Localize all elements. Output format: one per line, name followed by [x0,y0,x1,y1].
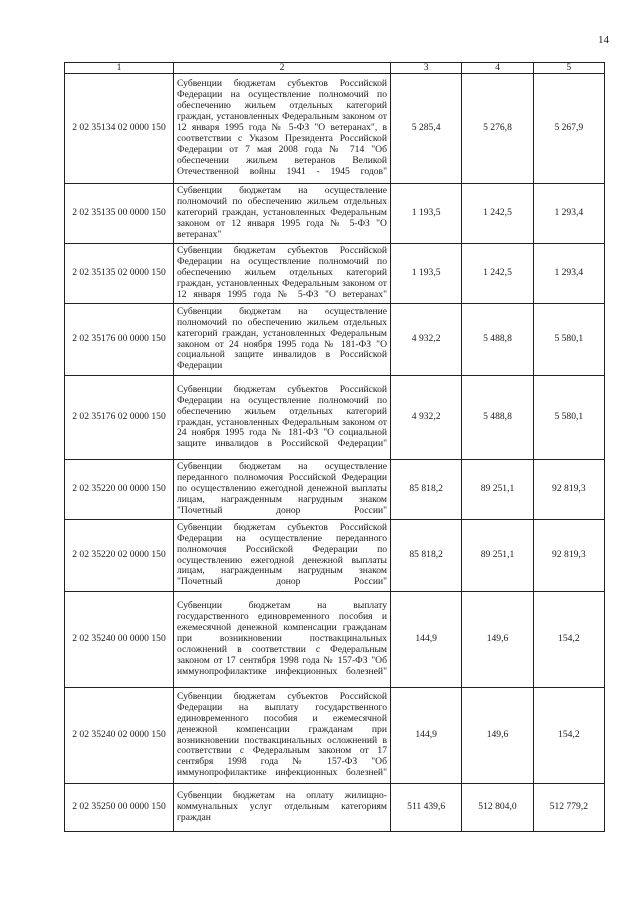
row-value-4: 1 242,5 [462,184,533,244]
row-code: 2 02 35220 00 0000 150 [65,460,174,520]
row-value-3: 511 439,6 [391,784,462,832]
row-value-4: 1 242,5 [462,244,533,304]
row-code: 2 02 35176 02 0000 150 [65,376,174,460]
row-code: 2 02 35135 00 0000 150 [65,184,174,244]
row-value-3: 144,9 [391,688,462,784]
row-value-4: 149,6 [462,688,533,784]
table-row [65,376,605,460]
table-row [65,304,605,376]
row-value-4: 149,6 [462,592,533,688]
header-col-4: 4 [462,63,533,74]
row-code: 2 02 35240 00 0000 150 [65,592,174,688]
table-row [65,244,605,304]
row-code: 2 02 35240 02 0000 150 [65,688,174,784]
row-description: Субвенции бюджетам субъектов Российской Федерации на осуществление полномочий по обеспечению жильем отдельных категорий граждан, установленных Федеральным законом от 12 января 1995 года № 5-ФЗ "О ветеранах" [174,244,391,304]
row-value-3: 5 285,4 [391,74,462,184]
table-row [65,688,605,784]
row-value-3: 1 193,5 [391,244,462,304]
row-value-3: 4 932,2 [391,376,462,460]
row-value-5: 154,2 [533,688,604,784]
table-row [65,460,605,520]
row-description: Субвенции бюджетам субъектов Российской Федерации на осуществление переданного полномочия Российской Федерации по осуществлению ежегодной денежной выплаты лицам, награжденным нагрудным знаком "Почетный донор России" [174,520,391,592]
row-description: Субвенции бюджетам субъектов Российской Федерации на выплату государственного единовременного пособия и ежемесячной денежной компенсации гражданам при возникновении поствакцинальных осложнений в соответствии с Федеральным законом от 17 сентября 1998 года № 157-ФЗ "Об иммунопрофилактике инфекционных болезней" [174,688,391,784]
header-col-2: 2 [174,63,391,74]
row-value-5: 92 819,3 [533,460,604,520]
row-value-4: 5 276,8 [462,74,533,184]
budget-table [64,62,605,832]
row-value-4: 89 251,1 [462,520,533,592]
row-code: 2 02 35134 02 0000 150 [65,74,174,184]
table-row [65,520,605,592]
row-value-3: 4 932,2 [391,304,462,376]
header-row [65,63,605,74]
row-value-3: 144,9 [391,592,462,688]
row-value-4: 5 488,8 [462,304,533,376]
row-code: 2 02 35176 00 0000 150 [65,304,174,376]
row-description: Субвенции бюджетам на осуществление переданного полномочия Российской Федерации по осуществлению ежегодной денежной выплаты лицам, награжденным нагрудным знаком "Почетный донор России" [174,460,391,520]
row-code: 2 02 35135 02 0000 150 [65,244,174,304]
row-description: Субвенции бюджетам на оплату жилищно-коммунальных услуг отдельным категориям граждан [174,784,391,832]
header-col-5: 5 [533,63,604,74]
row-description: Субвенции бюджетам на осуществление полномочий по обеспечению жильем отдельных категорий граждан, установленных Федеральным законом от 24 ноября 1995 года № 181-ФЗ "О социальной защите инвалидов в Российской Федерации [174,304,391,376]
row-code: 2 02 35220 02 0000 150 [65,520,174,592]
header-col-3: 3 [391,63,462,74]
row-value-5: 92 819,3 [533,520,604,592]
row-value-5: 1 293,4 [533,244,604,304]
row-value-3: 85 818,2 [391,460,462,520]
row-value-5: 5 580,1 [533,376,604,460]
table-row [65,592,605,688]
row-value-4: 5 488,8 [462,376,533,460]
row-value-5: 512 779,2 [533,784,604,832]
header-col-1: 1 [65,63,174,74]
row-description: Субвенции бюджетам субъектов Российской Федерации на осуществление полномочий по обеспечению жильем отдельных категорий граждан, установленных Федеральным законом от 12 января 1995 года № 5-ФЗ "О ветеранах", в соответствии с Указом Президента Российской Федерации от 7 мая 2008 года № 714 "Об обеспечении жильем ветеранов Великой Отечественной войны 1941 - 1945 годов" [174,74,391,184]
row-value-5: 154,2 [533,592,604,688]
row-description: Субвенции бюджетам субъектов Российской Федерации на осуществление полномочий по обеспечению жильем отдельных категорий граждан, установленных Федеральным законом от 24 ноября 1995 года № 181-ФЗ "О социальной защите инвалидов в Российской Федерации" [174,376,391,460]
row-value-3: 1 193,5 [391,184,462,244]
table-row [65,184,605,244]
row-value-4: 89 251,1 [462,460,533,520]
row-value-4: 512 804,0 [462,784,533,832]
row-value-5: 5 267,9 [533,74,604,184]
row-description: Субвенции бюджетам на выплату государственного единовременного пособия и ежемесячной денежной компенсации гражданам при возникновении поствакцинальных осложнений в соответствии с Федеральным законом от 17 сентября 1998 года № 157-ФЗ "Об иммунопрофилактике инфекционных болезней" [174,592,391,688]
row-description: Субвенции бюджетам на осуществление полномочий по обеспечению жильем отдельных категорий граждан, установленных Федеральным законом от 12 января 1995 года № 5-ФЗ "О ветеранах" [174,184,391,244]
row-value-5: 1 293,4 [533,184,604,244]
page-number: 14 [598,34,609,46]
row-code: 2 02 35250 00 0000 150 [65,784,174,832]
row-value-5: 5 580,1 [533,304,604,376]
table-row [65,74,605,184]
table-row [65,784,605,832]
row-value-3: 85 818,2 [391,520,462,592]
